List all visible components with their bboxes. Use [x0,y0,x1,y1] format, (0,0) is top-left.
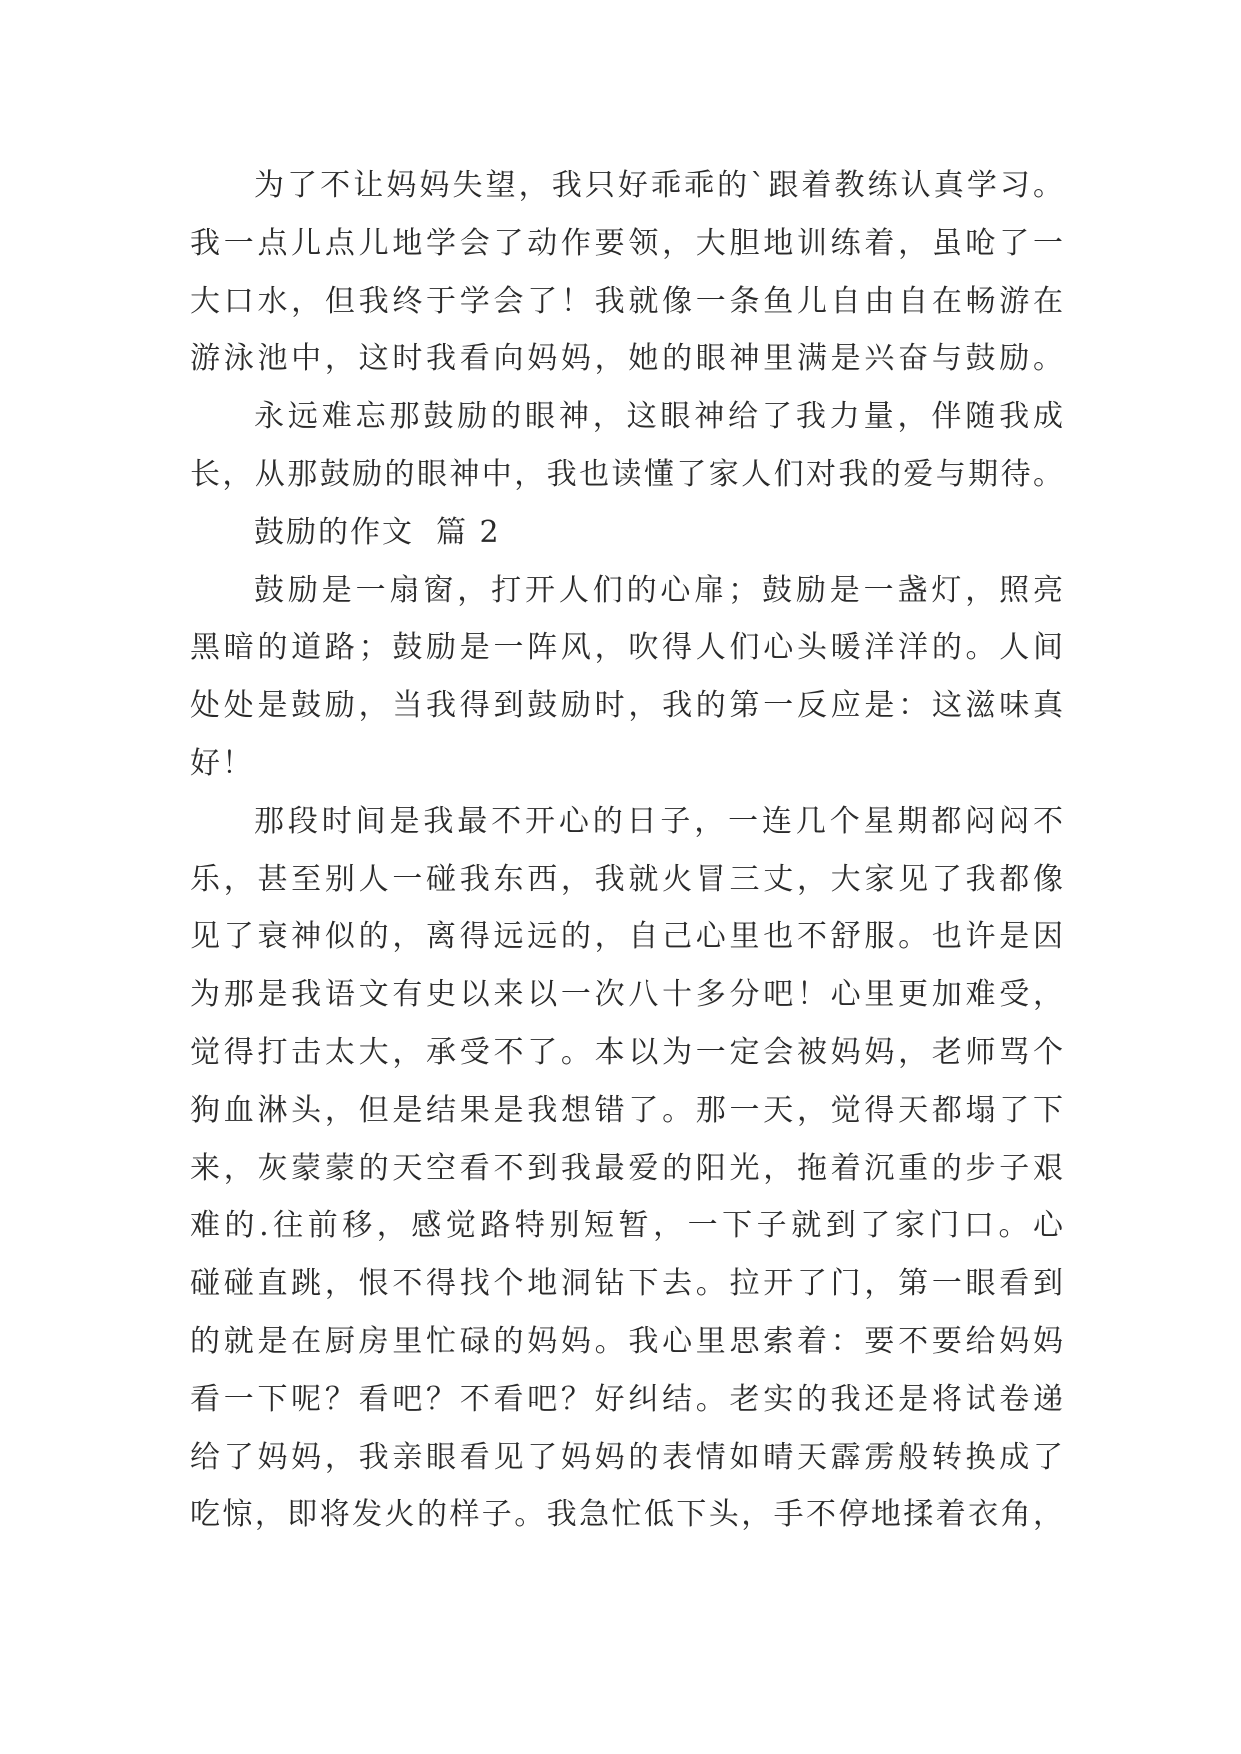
text-line: 见了衰神似的，离得远远的，自己心里也不舒服。也许是因 [190,919,1065,955]
essay-title: 鼓励的作文 [254,514,414,550]
text-line: 来，灰蒙蒙的天空看不到我最爱的阳光，拖着沉重的步子艰 [190,1150,1065,1186]
text-line: 好！ [190,745,254,781]
text-line: 难的.往前移，感觉路特别短暂，一下子就到了家门口。心 [190,1208,1065,1244]
text-line: 的就是在厨房里忙碌的妈妈。我心里思索着：要不要给妈妈 [190,1323,1065,1359]
essay-text [190,157,1065,1544]
text-line: 大口水，但我终于学会了！我就像一条鱼儿自由自在畅游在 [190,283,1065,319]
text-line: 吃惊，即将发火的样子。我急忙低下头，手不停地揉着衣角， [190,1497,1065,1533]
text-line: 乐，甚至别人一碰我东西，我就火冒三丈，大家见了我都像 [190,861,1065,897]
text-line: 长，从那鼓励的眼神中，我也读懂了家人们对我的爱与期待。 [190,456,1065,492]
text-line: 处处是鼓励，当我得到鼓励时，我的第一反应是：这滋味真 [190,688,1065,724]
text-line: 鼓励是一扇窗，打开人们的心扉；鼓励是一盏灯，照亮 [254,572,1065,608]
text-line: 黑暗的道路；鼓励是一阵风，吹得人们心头暖洋洋的。人间 [190,630,1065,666]
text-line: 为了不让妈妈失望，我只好乖乖的`跟着教练认真学习。 [254,168,1065,203]
text-line: 我一点儿点儿地学会了动作要领，大胆地训练着，虽呛了一 [190,225,1065,261]
section-number: 篇 2 [436,514,501,550]
text-line: 狗血淋头，但是结果是我想错了。那一天，觉得天都塌了下 [190,1092,1065,1128]
text-line: 觉得打击太大，承受不了。本以为一定会被妈妈，老师骂个 [190,1034,1065,1070]
section-heading [190,504,1065,562]
text-line: 看一下呢？看吧？不看吧？好纠结。老实的我还是将试卷递 [190,1381,1065,1417]
text-line: 给了妈妈，我亲眼看见了妈妈的表情如晴天霹雳般转换成了 [190,1439,1065,1475]
text-line: 永远难忘那鼓励的眼神，这眼神给了我力量，伴随我成 [254,399,1065,435]
text-line: 游泳池中，这时我看向妈妈，她的眼神里满是兴奋与鼓励。 [190,341,1065,377]
text-line: 碰碰直跳，恨不得找个地洞钻下去。拉开了门，第一眼看到 [190,1266,1065,1302]
text-line: 为那是我语文有史以来以一次八十多分吧！心里更加难受， [190,977,1065,1013]
text-line: 那段时间是我最不开心的日子，一连几个星期都闷闷不 [254,803,1065,839]
